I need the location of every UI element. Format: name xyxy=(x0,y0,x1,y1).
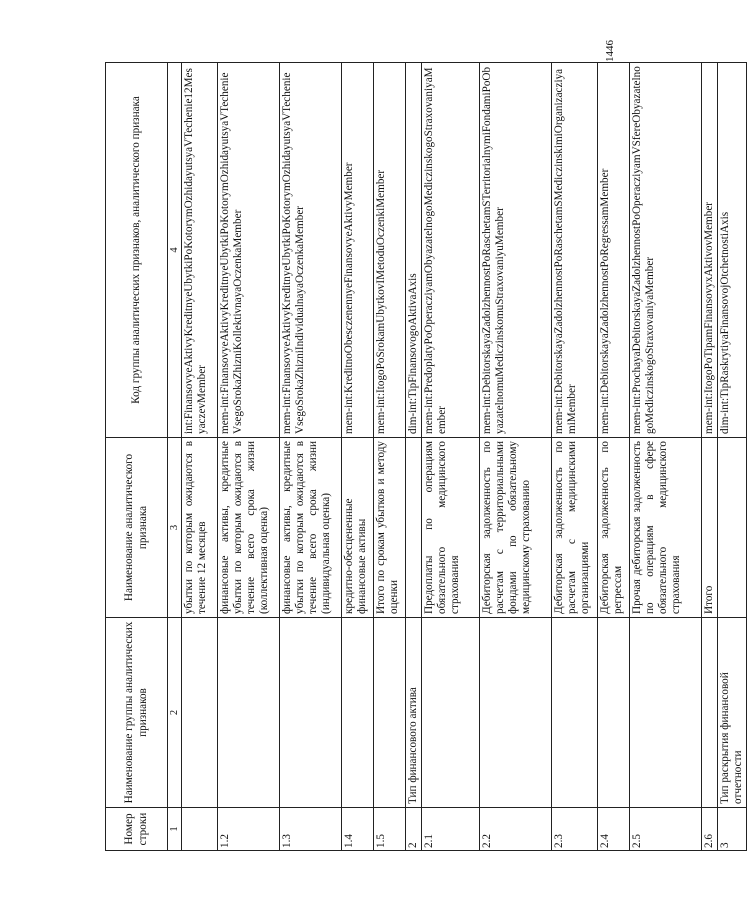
header-feature-name: Наименование аналитического признака xyxy=(106,438,168,618)
group-name xyxy=(280,618,342,808)
table-header-row xyxy=(106,63,168,851)
feature-code: mem-int:ItogoPoSrokamUbytkovIMetoduOczenkiMember xyxy=(374,63,406,438)
row-number: 2.3 xyxy=(552,808,598,851)
row-number: 1.3 xyxy=(280,808,342,851)
column-number: 3 xyxy=(168,438,182,618)
feature-code: mem-int:ItogoPoTipamFinansovyxAktivovMember xyxy=(702,63,718,438)
table-row xyxy=(422,63,480,851)
row-number: 2.4 xyxy=(598,808,630,851)
feature-code: mem-int:DebitorskayaZadolzhennostPoRegressamMember xyxy=(598,63,630,438)
group-name: Тип раскрытия финансовой отчетности xyxy=(718,618,747,808)
feature-name xyxy=(718,438,747,618)
row-number xyxy=(182,808,218,851)
feature-code: int:FinansovyeAktivyKreditnyeUbytkiPoKotorymOzhidayutsyaVTechenie12MesyaczevMember xyxy=(182,63,218,438)
feature-name: убытки по которым ожидаются в течение 12 месяцев xyxy=(182,438,218,618)
row-number: 1.4 xyxy=(342,808,374,851)
table-row xyxy=(480,63,552,851)
table-row xyxy=(406,63,422,851)
group-name: Тип финансового актива xyxy=(406,618,422,808)
feature-name: Итого xyxy=(702,438,718,618)
feature-name: Дебиторская задолженность по расчетам с медицинскими организациями xyxy=(552,438,598,618)
feature-code: dim-int:TipRaskrytiyaFinansovojOtchetnostiAxis xyxy=(718,63,747,438)
table-row xyxy=(630,63,702,851)
group-name xyxy=(342,618,374,808)
table-row xyxy=(182,63,218,851)
table-row xyxy=(598,63,630,851)
group-name xyxy=(374,618,406,808)
table-row xyxy=(218,63,280,851)
feature-name: Дебиторская задолженность по расчетам с территориальными фондами по обязательному медицинскому страхованию xyxy=(480,438,552,618)
feature-code: mem-int:FinansovyeAktivyKreditnyeUbytkiPoKotorymOzhidayutsyaVTechenieVsegoSrokaZhizniIndividualnayaOczenkaMember xyxy=(280,63,342,438)
feature-name: Дебиторская задолженность по регрессам xyxy=(598,438,630,618)
header-group-name: Наименование группы аналитических признаков xyxy=(106,618,168,808)
feature-code: mem-int:KreditnoObesczenennyeFinansovyeAktivyMember xyxy=(342,63,374,438)
feature-name: Прочая дебиторская задолженность по операциям в сфере обязательного медицинского страхования xyxy=(630,438,702,618)
group-name xyxy=(630,618,702,808)
group-name xyxy=(480,618,552,808)
feature-code: mem-int:FinansovyeAktivyKreditnyeUbytkiPoKotorymOzhidayutsyaVTechenieVsegoSrokaZhizniKollektivnayaOczenkaMember xyxy=(218,63,280,438)
column-number: 4 xyxy=(168,63,182,438)
group-name xyxy=(598,618,630,808)
table-row xyxy=(342,63,374,851)
feature-name: финансовые активы, кредитные убытки по которым ожидаются в течение всего срока жизни (коллективная оценка) xyxy=(218,438,280,618)
feature-name: Итого по срокам убытков и методу оценки xyxy=(374,438,406,618)
feature-name: финансовые активы, кредитные убытки по которым ожидаются в течение всего срока жизни (индивидуальная оценка) xyxy=(280,438,342,618)
row-number: 3 xyxy=(718,808,747,851)
group-name xyxy=(422,618,480,808)
group-name xyxy=(218,618,280,808)
column-numbers-row xyxy=(168,63,182,851)
table-row xyxy=(280,63,342,851)
table-row xyxy=(552,63,598,851)
feature-name: кредитно-обесцененные финансовые активы xyxy=(342,438,374,618)
row-number: 2.5 xyxy=(630,808,702,851)
feature-code: mem-int:ProchayaDebitorskayaZadolzhennostPoOperacziyamVSfereObyazatelnogoMediczinskogoStraxovaniyaMember xyxy=(630,63,702,438)
feature-code: dim-int:TipFinansovogoAktivaAxis xyxy=(406,63,422,438)
feature-name: Предоплаты по операциям обязательного медицинского страхования xyxy=(422,438,480,618)
column-number: 1 xyxy=(168,808,182,851)
feature-code: mem-int:DebitorskayaZadolzhennostPoRaschetamSMediczinskimiOrganizacziyamiMember xyxy=(552,63,598,438)
rotated-page xyxy=(105,63,745,851)
group-name xyxy=(552,618,598,808)
analytic-features-table xyxy=(105,62,747,851)
header-code: Код группы аналитических признаков, аналитического признака xyxy=(106,63,168,438)
page-number: 1446 xyxy=(604,40,616,62)
table-row xyxy=(718,63,747,851)
header-row-number: Номер строки xyxy=(106,808,168,851)
table-row xyxy=(702,63,718,851)
row-number: 1.5 xyxy=(374,808,406,851)
group-name xyxy=(182,618,218,808)
feature-code: mem-int:DebitorskayaZadolzhennostPoRaschetamSTerritorialnymiFondamiPoObyazatelnomuMediczinskomuStraxovaniyuMember xyxy=(480,63,552,438)
row-number: 2.2 xyxy=(480,808,552,851)
row-number: 2 xyxy=(406,808,422,851)
feature-name xyxy=(406,438,422,618)
feature-code: mem-int:PredoplatyPoOperacziyamObyazatelnogoMediczinskogoStraxovaniyaMember xyxy=(422,63,480,438)
row-number: 1.2 xyxy=(218,808,280,851)
table-row xyxy=(374,63,406,851)
column-number: 2 xyxy=(168,618,182,808)
group-name xyxy=(702,618,718,808)
row-number: 2.6 xyxy=(702,808,718,851)
row-number: 2.1 xyxy=(422,808,480,851)
